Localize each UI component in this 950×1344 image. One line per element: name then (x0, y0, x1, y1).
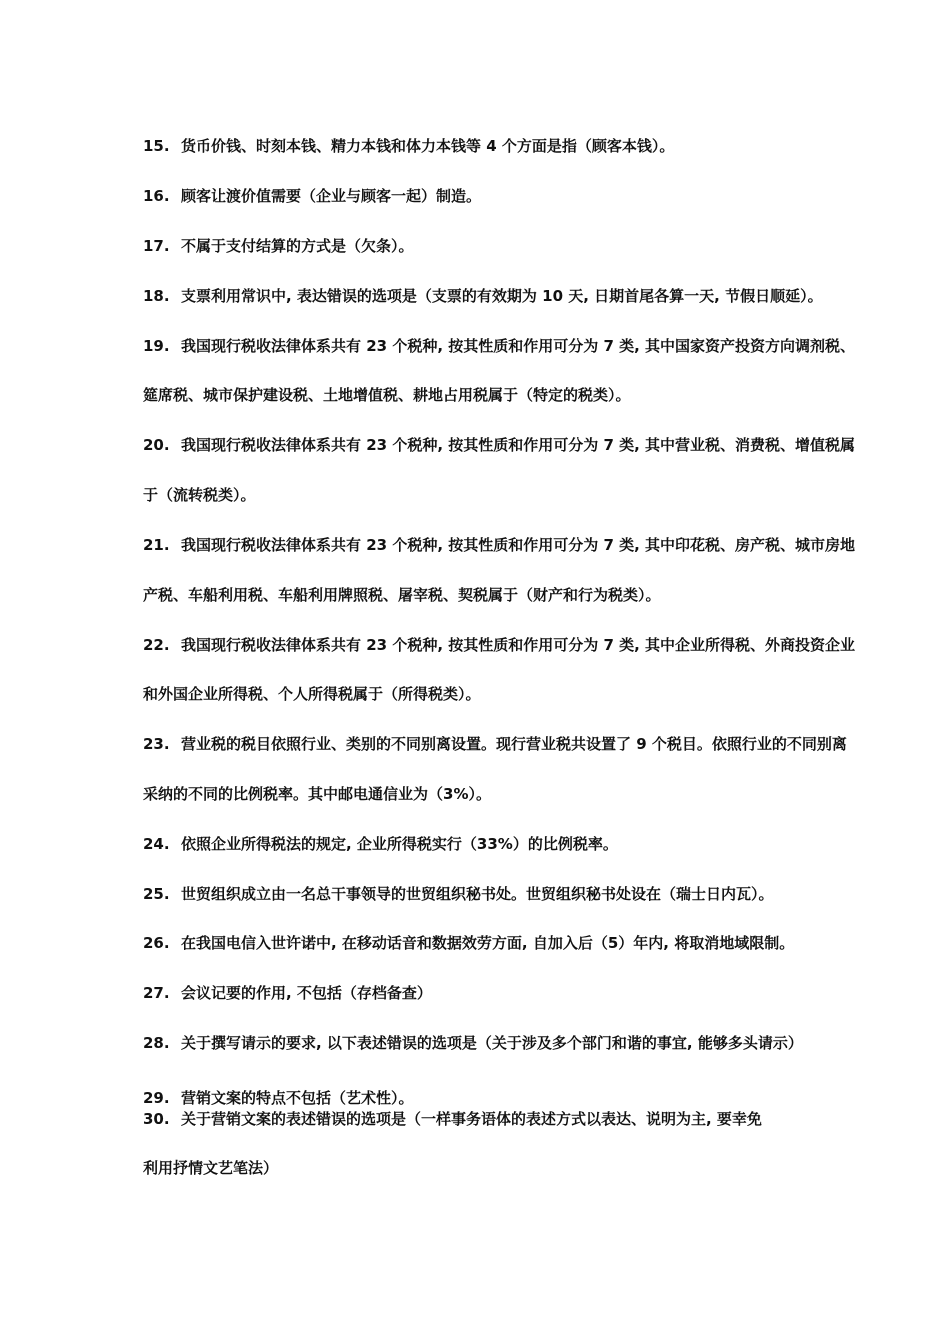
item-text: 依照企业所得税法的规定, 企业所得税实行（33%）的比例税率。 (181, 835, 618, 853)
item-text: 我国现行税收法律体系共有 23 个税种, 按其性质和作用可分为 7 类, 其中企业所得税、外商投资企业 (181, 636, 856, 654)
list-item (143, 734, 903, 754)
item-continuation: 筵席税、城市保护建设税、土地增值税、耕地占用税属于（特定的税类）。 (143, 386, 631, 404)
list-item (143, 1088, 903, 1108)
item-text: 顾客让渡价值需要（企业与顾客一起）制造。 (181, 187, 482, 205)
item-number: 21. (143, 536, 170, 554)
list-item (143, 286, 903, 306)
item-text: 我国现行税收法律体系共有 23 个税种, 按其性质和作用可分为 7 类, 其中国家资产投资方向调剂税、 (181, 337, 856, 355)
list-item (143, 834, 903, 854)
list-item (143, 884, 903, 904)
item-number: 30. (143, 1110, 170, 1128)
item-number: 28. (143, 1034, 170, 1052)
list-item (143, 236, 903, 256)
list-item (143, 336, 903, 356)
item-text: 世贸组织成立由一名总干事领导的世贸组织秘书处。世贸组织秘书处设在（瑞士日内瓦）。 (181, 885, 774, 903)
item-number: 26. (143, 934, 170, 952)
list-item (143, 435, 903, 455)
item-continuation: 利用抒情文艺笔法） (143, 1159, 279, 1177)
item-continuation: 于（流转税类）。 (143, 486, 256, 504)
item-number: 16. (143, 187, 170, 205)
item-text: 我国现行税收法律体系共有 23 个税种, 按其性质和作用可分为 7 类, 其中印花税、房产税、城市房地 (181, 536, 856, 554)
item-text: 关于营销文案的表述错误的选项是（一样事务语体的表述方式以表达、说明为主, 要幸免 (181, 1110, 762, 1128)
item-continuation: 产税、车船利用税、车船利用牌照税、屠宰税、契税属于（财产和行为税类）。 (143, 586, 661, 604)
item-number: 29. (143, 1089, 170, 1107)
item-number: 25. (143, 885, 170, 903)
item-continuation: 采纳的不同的比例税率。其中邮电通信业为（3%）。 (143, 785, 491, 803)
item-text: 我国现行税收法律体系共有 23 个税种, 按其性质和作用可分为 7 类, 其中营业税、消费税、增值税属 (181, 436, 856, 454)
item-text: 不属于支付结算的方式是（欠条）。 (181, 237, 414, 255)
item-text: 营业税的税目依照行业、类别的不同别离设置。现行营业税共设置了 9 个税目。依照行业的不同别离 (181, 735, 847, 753)
item-text: 在我国电信入世许诺中, 在移动话音和数据效劳方面, 自加入后（5）年内, 将取消地域限制。 (181, 934, 795, 952)
item-number: 22. (143, 636, 170, 654)
list-item (143, 635, 903, 655)
list-item (143, 186, 903, 206)
list-item (143, 136, 903, 156)
item-number: 17. (143, 237, 170, 255)
item-number: 20. (143, 436, 170, 454)
list-item (143, 933, 903, 953)
item-text: 支票利用常识中, 表达错误的选项是（支票的有效期为 10 天, 日期首尾各算一天, 节假日顺延）。 (181, 287, 823, 305)
list-item (143, 535, 903, 555)
item-number: 18. (143, 287, 170, 305)
item-number: 27. (143, 984, 170, 1002)
list-item (143, 1109, 903, 1129)
item-text: 会议记要的作用, 不包括（存档备查） (181, 984, 432, 1002)
list-item (143, 983, 903, 1003)
list-item (143, 1033, 903, 1053)
item-number: 19. (143, 337, 170, 355)
item-continuation: 和外国企业所得税、个人所得税属于（所得税类）。 (143, 685, 481, 703)
item-number: 24. (143, 835, 170, 853)
item-number: 15. (143, 137, 170, 155)
item-text: 货币价钱、时刻本钱、精力本钱和体力本钱等 4 个方面是指（顾客本钱）。 (181, 137, 675, 155)
item-text: 关于撰写请示的要求, 以下表述错误的选项是（关于涉及多个部门和谐的事宜, 能够多头请示） (181, 1034, 803, 1052)
item-number: 23. (143, 735, 170, 753)
item-text: 营销文案的特点不包括（艺术性）。 (181, 1089, 414, 1107)
